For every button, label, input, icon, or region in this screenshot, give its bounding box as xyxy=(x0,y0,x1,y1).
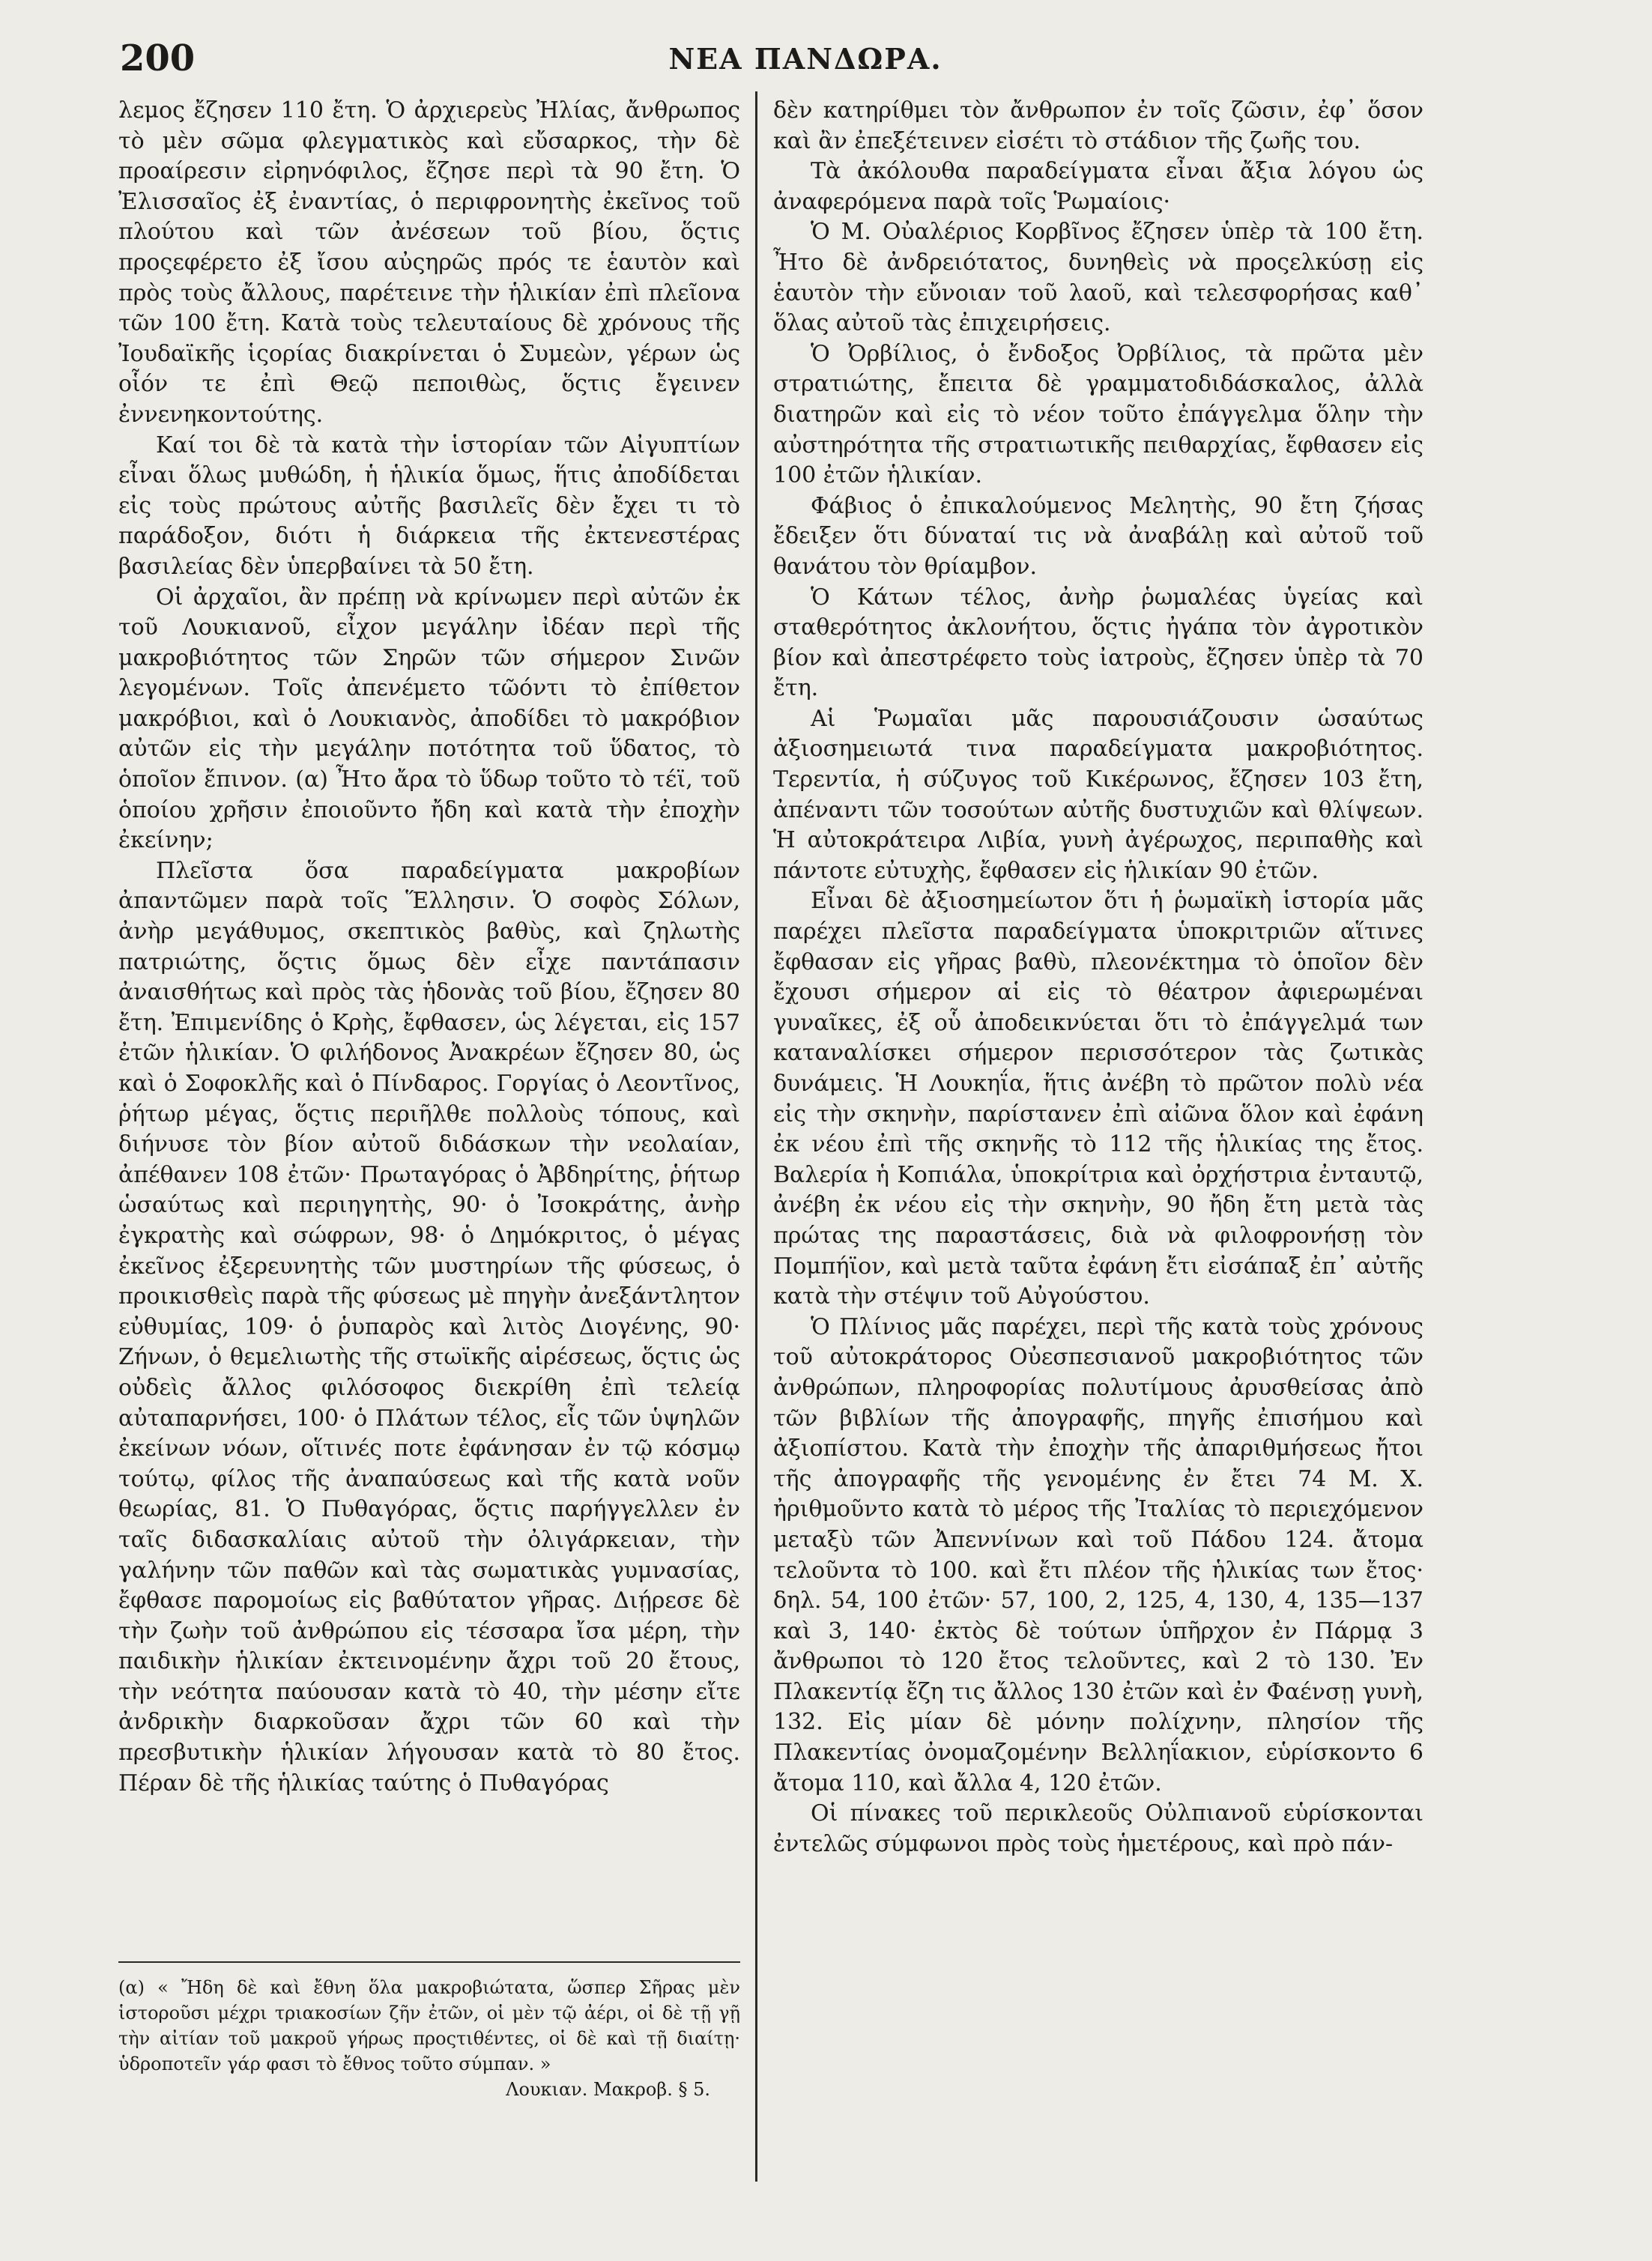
paragraph: λεμος ἔζησεν 110 ἔτη. Ὁ ἀρχιερεὺς Ἠλίας, ἄνθρωπος τὸ μὲν σῶμα φλεγματικὸς καὶ εὔσαρκος, τὴν δὲ προαίρεσιν εἰρηνόφιλος, ἔζησε περὶ τὰ 90 ἔτη. Ὁ Ἐλισσαῖος ἐξ ἐναντίας, ὁ περιφρονητὴς ἐκεῖνος τοῦ πλούτου καὶ τῶν ἀνέσεων τοῦ βίου, ὅςτις προςεφέρετο ἐξ ἴσου αὐςηρῶς πρός τε ἑαυτὸν καὶ πρὸς τοὺς ἄλλους, παρέτεινε τὴν ἡλικίαν ἐπὶ πλεῖονα τῶν 100 ἔτη. Κατὰ τοὺς τελευταίους δὲ χρόνους τῆς Ἰουδαϊκῆς ἱςορίας διακρίνεται ὁ Συμεὼν, γέρων ὡς οἷόν τε ἐπὶ Θεῷ πεποιθὼς, ὅςτις ἔγεινεν ἐννενηκοντούτης. xyxy=(118,97,740,428)
left-column xyxy=(118,96,740,1799)
paragraph: Οἱ ἀρχαῖοι, ἂν πρέπῃ νὰ κρίνωμεν περὶ αὐτῶν ἐκ τοῦ Λουκιανοῦ, εἶχον μεγάλην ἰδέαν περὶ τῆς μακροβιότητος τῶν Σηρῶν τῶν σήμερον Σινῶν λεγομένων. Τοῖς ἀπενέμετο τῶόντι τὸ ἐπίθετον μακρόβιοι, καὶ ὁ Λουκιανὸς, ἀποδίδει τὸ μακρόβιον αὐτῶν εἰς τὴν μεγάλην ποτότητα τοῦ ὕδατος, τὸ ὁποῖον ἔπινον. (α) Ἦτο ἄρα τὸ ὕδωρ τοῦτο τὸ τέϊ, τοῦ ὁποίου χρῆσιν ἐποιοῦντο ἤδη καὶ κατὰ τὴν ἐποχὴν ἐκείνην; xyxy=(118,584,740,854)
footnote-source: Λουκιαν. Μακροβ. § 5. xyxy=(506,2079,710,2100)
page-number: 200 xyxy=(120,37,196,79)
right-column xyxy=(773,96,1423,1859)
footnote xyxy=(118,1975,740,2102)
footnote-divider xyxy=(118,1961,740,1963)
paragraph: Φάβιος ὁ ἐπικαλούμενος Μελητὴς, 90 ἔτη ζήσας ἔδειξεν ὅτι δύναταί τις νὰ ἀναβάλῃ καὶ αὐτοῦ τοῦ θανάτου τὸν θρίαμβον. xyxy=(773,492,1423,580)
paragraph: Τὰ ἀκόλουθα παραδείγματα εἶναι ἄξια λόγου ὡς ἀναφερόμενα παρὰ τοῖς Ῥωμαίοις· xyxy=(773,158,1423,215)
paragraph: Οἱ πίνακες τοῦ περικλεοῦς Οὐλπιανοῦ εὑρίσκονται ἐντελῶς σύμφωνοι πρὸς τοὺς ἡμετέρους, καὶ πρὸ πάν- xyxy=(773,1800,1423,1857)
running-title: ΝΕΑ ΠΑΝΔΩΡΑ. xyxy=(668,42,943,76)
paragraph: Ὁ Πλίνιος μᾶς παρέχει, περὶ τῆς κατὰ τοὺς χρόνους τοῦ αὐτοκράτορος Οὐεσπεσιανοῦ μακροβιότητος τῶν ἀνθρώπων, πληροφορίας πολυτίμους ἀρυσθείσας ἀπὸ τῶν βιβλίων τῆς ἀπογραφῆς, πηγῆς ἐπισήμου καὶ ἀξιοπίστου. Κατὰ τὴν ἐποχὴν τῆς ἀπαριθμήσεως ἤτοι τῆς ἀπογραφῆς τῆς γενομένης ἐν ἔτει 74 Μ. Χ. ἠριθμοῦντο κατὰ τὸ μέρος τῆς Ἰταλίας τὸ περιεχόμενον μεταξὺ τῶν Ἀπεννίνων καὶ τοῦ Πάδου 124. ἄτομα τελοῦντα τὸ 100. καὶ ἔτι πλέον τῆς ἡλικίας των ἔτος· δηλ. 54, 100 ἐτῶν· 57, 100, 2, 125, 4, 130, 4, 135—137 καὶ 3, 140· ἐκτὸς δὲ τούτων ὑπῆρχον ἐν Πάρμᾳ 3 ἄνθρωποι τὸ 120 ἔτος τελοῦντες, καὶ 2 τὸ 130. Ἐν Πλακεντίᾳ ἔζη τις ἄλλος 130 ἐτῶν καὶ ἐν Φαένσῃ γυνὴ, 132. Εἰς μίαν δὲ μόνην πολίχνην, πλησίον τῆς Πλακεντίας ὀνομαζομένην Βελληΐακιον, εὑρίσκοντο 6 ἄτομα 110, καὶ ἄλλα 4, 120 ἐτῶν. xyxy=(773,1313,1423,1797)
paragraph: Ὁ Κάτων τέλος, ἀνὴρ ῥωμαλέας ὑγείας καὶ σταθερότητος ἀκλονήτου, ὅςτις ἠγάπα τὸν ἀγροτικὸν βίον καὶ ἀπεστρέφετο τοὺς ἰατροὺς, ἔζησεν ὑπὲρ τὰ 70 ἔτη. xyxy=(773,584,1423,702)
paragraph: Ὁ Ὀρβίλιος, ὁ ἔνδοξος Ὀρβίλιος, τὰ πρῶτα μὲν στρατιώτης, ἔπειτα δὲ γραμματοδιδάσκαλος, ἀλλὰ διατηρῶν καὶ εἰς τὸ νέον τοῦτο ἐπάγγελμα ὅλην τὴν αὐστηρότητα τῆς στρατιωτικῆς πειθαρχίας, ἔφθασεν εἰς 100 ἐτῶν ἡλικίαν. xyxy=(773,340,1423,489)
page-header xyxy=(120,37,1491,82)
paragraph: δὲν κατηρίθμει τὸν ἄνθρωπον ἐν τοῖς ζῶσιν, ἐφ᾽ ὅσον καὶ ἂν ἐπεξέτεινεν εἰσέτι τὸ στάδιον τῆς ζωῆς του. xyxy=(773,97,1423,154)
column-divider xyxy=(755,91,757,2182)
paragraph: Πλεῖστα ὅσα παραδείγματα μακροβίων ἀπαντῶμεν παρὰ τοῖς Ἕλλησιν. Ὁ σοφὸς Σόλων, ἀνὴρ μεγάθυμος, σκεπτικὸς βαθὺς, καὶ ζηλωτὴς πατριώτης, ὅςτις ὅμως δὲν εἶχε παντάπασιν ἀναισθήτως καὶ πρὸς τὰς ἡδονὰς τοῦ βίου, ἔζησεν 80 ἔτη. Ἐπιμενίδης ὁ Κρὴς, ἔφθασεν, ὡς λέγεται, εἰς 157 ἐτῶν ἡλικίαν. Ὁ φιλήδονος Ἀνακρέων ἔζησεν 80, ὡς καὶ ὁ Σοφοκλῆς καὶ ὁ Πίνδαρος. Γοργίας ὁ Λεοντῖνος, ῥήτωρ μέγας, ὅςτις περιῆλθε πολλοὺς τόπους, καὶ διήνυσε τὸν βίον αὐτοῦ διδάσκων τὴν νεολαίαν, ἀπέθανεν 108 ἐτῶν· Πρωταγόρας ὁ Ἀβδηρίτης, ῥήτωρ ὡσαύτως καὶ περιηγητὴς, 90· ὁ Ἰσοκράτης, ἀνὴρ ἐγκρατὴς καὶ σώφρων, 98· ὁ Δημόκριτος, ὁ μέγας ἐκεῖνος ἐξερευνητὴς τῶν μυστηρίων τῆς φύσεως, ὁ προικισθεὶς παρὰ τῆς φύσεως μὲ πηγὴν ἀνεξάντλητον εὐθυμίας, 109· ὁ ῥυπαρὸς καὶ λιτὸς Διογένης, 90· Ζήνων, ὁ θεμελιωτὴς τῆς στωϊκῆς αἱρέσεως, ὅςτις ὡς οὐδεὶς ἄλλος φιλόσοφος διεκρίθη ἐπὶ τελείᾳ αὐταπαρνήσει, 100· ὁ Πλάτων τέλος, εἷς τῶν ὑψηλῶν ἐκείνων νόων, οἵτινές ποτε ἐφάνησαν ἐν τῷ κόσμῳ τούτῳ, φίλος τῆς ἀναπαύσεως καὶ τῆς κατὰ νοῦν θεωρίας, 81. Ὁ Πυθαγόρας, ὅςτις παρήγγελλεν ἐν ταῖς διδασκαλίαις αὐτοῦ τὴν ὀλιγάρκειαν, τὴν γαλήνην τῶν παθῶν καὶ τὰς σωματικὰς γυμνασίας, ἔφθασε παρομοίως εἰς βαθύτατον γῆρας. Διῄρεσε δὲ τὴν ζωὴν τοῦ ἀνθρώπου εἰς τέσσαρα ἴσα μέρη, τὴν παιδικὴν ἡλικίαν ἐκτεινομένην ἄχρι τοῦ 20 ἔτους, τὴν νεότητα παύουσαν κατὰ τὸ 40, τὴν μέσην εἴτε ἀνδρικὴν διαρκοῦσαν ἄχρι τῶν 60 καὶ τὴν πρεσβυτικὴν ἡλικίαν λήγουσαν κατὰ τὸ 80 ἔτος. Πέραν δὲ τῆς ἡλικίας ταύτης ὁ Πυθαγόρας xyxy=(118,857,740,1797)
footnote-text: (α) « Ἤδη δὲ καὶ ἔθνη ὅλα μακροβιώτατα, ὥσπερ Σῆρας μὲν ἱστοροῦσι μέχρι τριακοσίων ζῆν ἐτῶν, οἱ μὲν τῷ ἀέρι, οἱ δὲ τῇ γῇ τὴν αἰτίαν τοῦ μακροῦ γήρως προςτιθέντες, οἱ δὲ καὶ τῇ διαίτῃ· ὑδροποτεῖν γάρ φασι τὸ ἔθνος τοῦτο σύμπαν. » xyxy=(118,1977,740,2074)
paragraph: Εἶναι δὲ ἀξιοσημείωτον ὅτι ἡ ῥωμαϊκὴ ἱστορία μᾶς παρέχει πλεῖστα παραδείγματα ὑποκριτριῶν αἵτινες ἔφθασαν εἰς γῆρας βαθὺ, πλεονέκτημα τὸ ὁποῖον δὲν ἔχουσι σήμερον αἱ εἰς τὸ θέατρον ἀφιερωμέναι γυναῖκες, ἐξ οὗ ἀποδεικνύεται ὅτι τὸ ἐπάγγελμά των καταναλίσκει σήμερον περισσότερον τὰς ζωτικὰς δυνάμεις. Ἡ Λουκηΐα, ἥτις ἀνέβη τὸ πρῶτον πολὺ νέα εἰς τὴν σκηνὴν, παρίστανεν ἐπὶ αἰῶνα ὅλον καὶ ἐφάνη ἐκ νέου ἐπὶ τῆς σκηνῆς τὸ 112 τῆς ἡλικίας της ἔτος. Βαλερία ἡ Κοπιάλα, ὑποκρίτρια καὶ ὀρχήστρια ἐνταυτῷ, ἀνέβη ἐκ νέου εἰς τὴν σκηνὴν, 90 ἤδη ἔτη μετὰ τὰς πρώτας της παραστάσεις, διὰ νὰ φιλοφρονήσῃ τὸν Πομπήϊον, καὶ μετὰ ταῦτα ἐφάνη ἔτι εἰσάπαξ ἐπ᾽ αὐτῆς κατὰ τὴν στέψιν τοῦ Αὐγούστου. xyxy=(773,888,1423,1310)
paragraph: Αἱ Ῥωμαῖαι μᾶς παρουσιάζουσιν ὡσαύτως ἀξιοσημειωτά τινα παραδείγματα μακροβιότητος. Τερεντία, ἡ σύζυγος τοῦ Κικέρωνος, ἔζησεν 103 ἔτη, ἀπέναντι τῶν τοσούτων αὐτῆς δυστυχιῶν καὶ θλίψεων. Ἡ αὐτοκράτειρα Λιβία, γυνὴ ἀγέρωχος, περιπαθὴς καὶ πάντοτε εὐτυχὴς, ἔφθασεν εἰς ἡλικίαν 90 ἐτῶν. xyxy=(773,705,1423,884)
paragraph: Ὁ Μ. Οὐαλέριος Κορβῖνος ἔζησεν ὑπὲρ τὰ 100 ἔτη. Ἦτο δὲ ἀνδρειότατος, δυνηθεὶς νὰ προςελκύσῃ εἰς ἑαυτὸν τὴν εὔνοιαν τοῦ λαοῦ, καὶ τελεσφορήσας καθ᾽ ὅλας αὐτοῦ τὰς ἐπιχειρήσεις. xyxy=(773,219,1423,337)
paragraph: Καί τοι δὲ τὰ κατὰ τὴν ἱστορίαν τῶν Αἰγυπτίων εἶναι ὅλως μυθώδη, ἡ ἡλικία ὅμως, ἥτις ἀποδίδεται εἰς τοὺς πρώτους αὐτῆς βασιλεῖς δὲν ἔχει τι τὸ παράδοξον, διότι ἡ διάρκεια τῆς ἐκτενεστέρας βασιλείας δὲν ὑπερβαίνει τὰ 50 ἔτη. xyxy=(118,432,740,580)
